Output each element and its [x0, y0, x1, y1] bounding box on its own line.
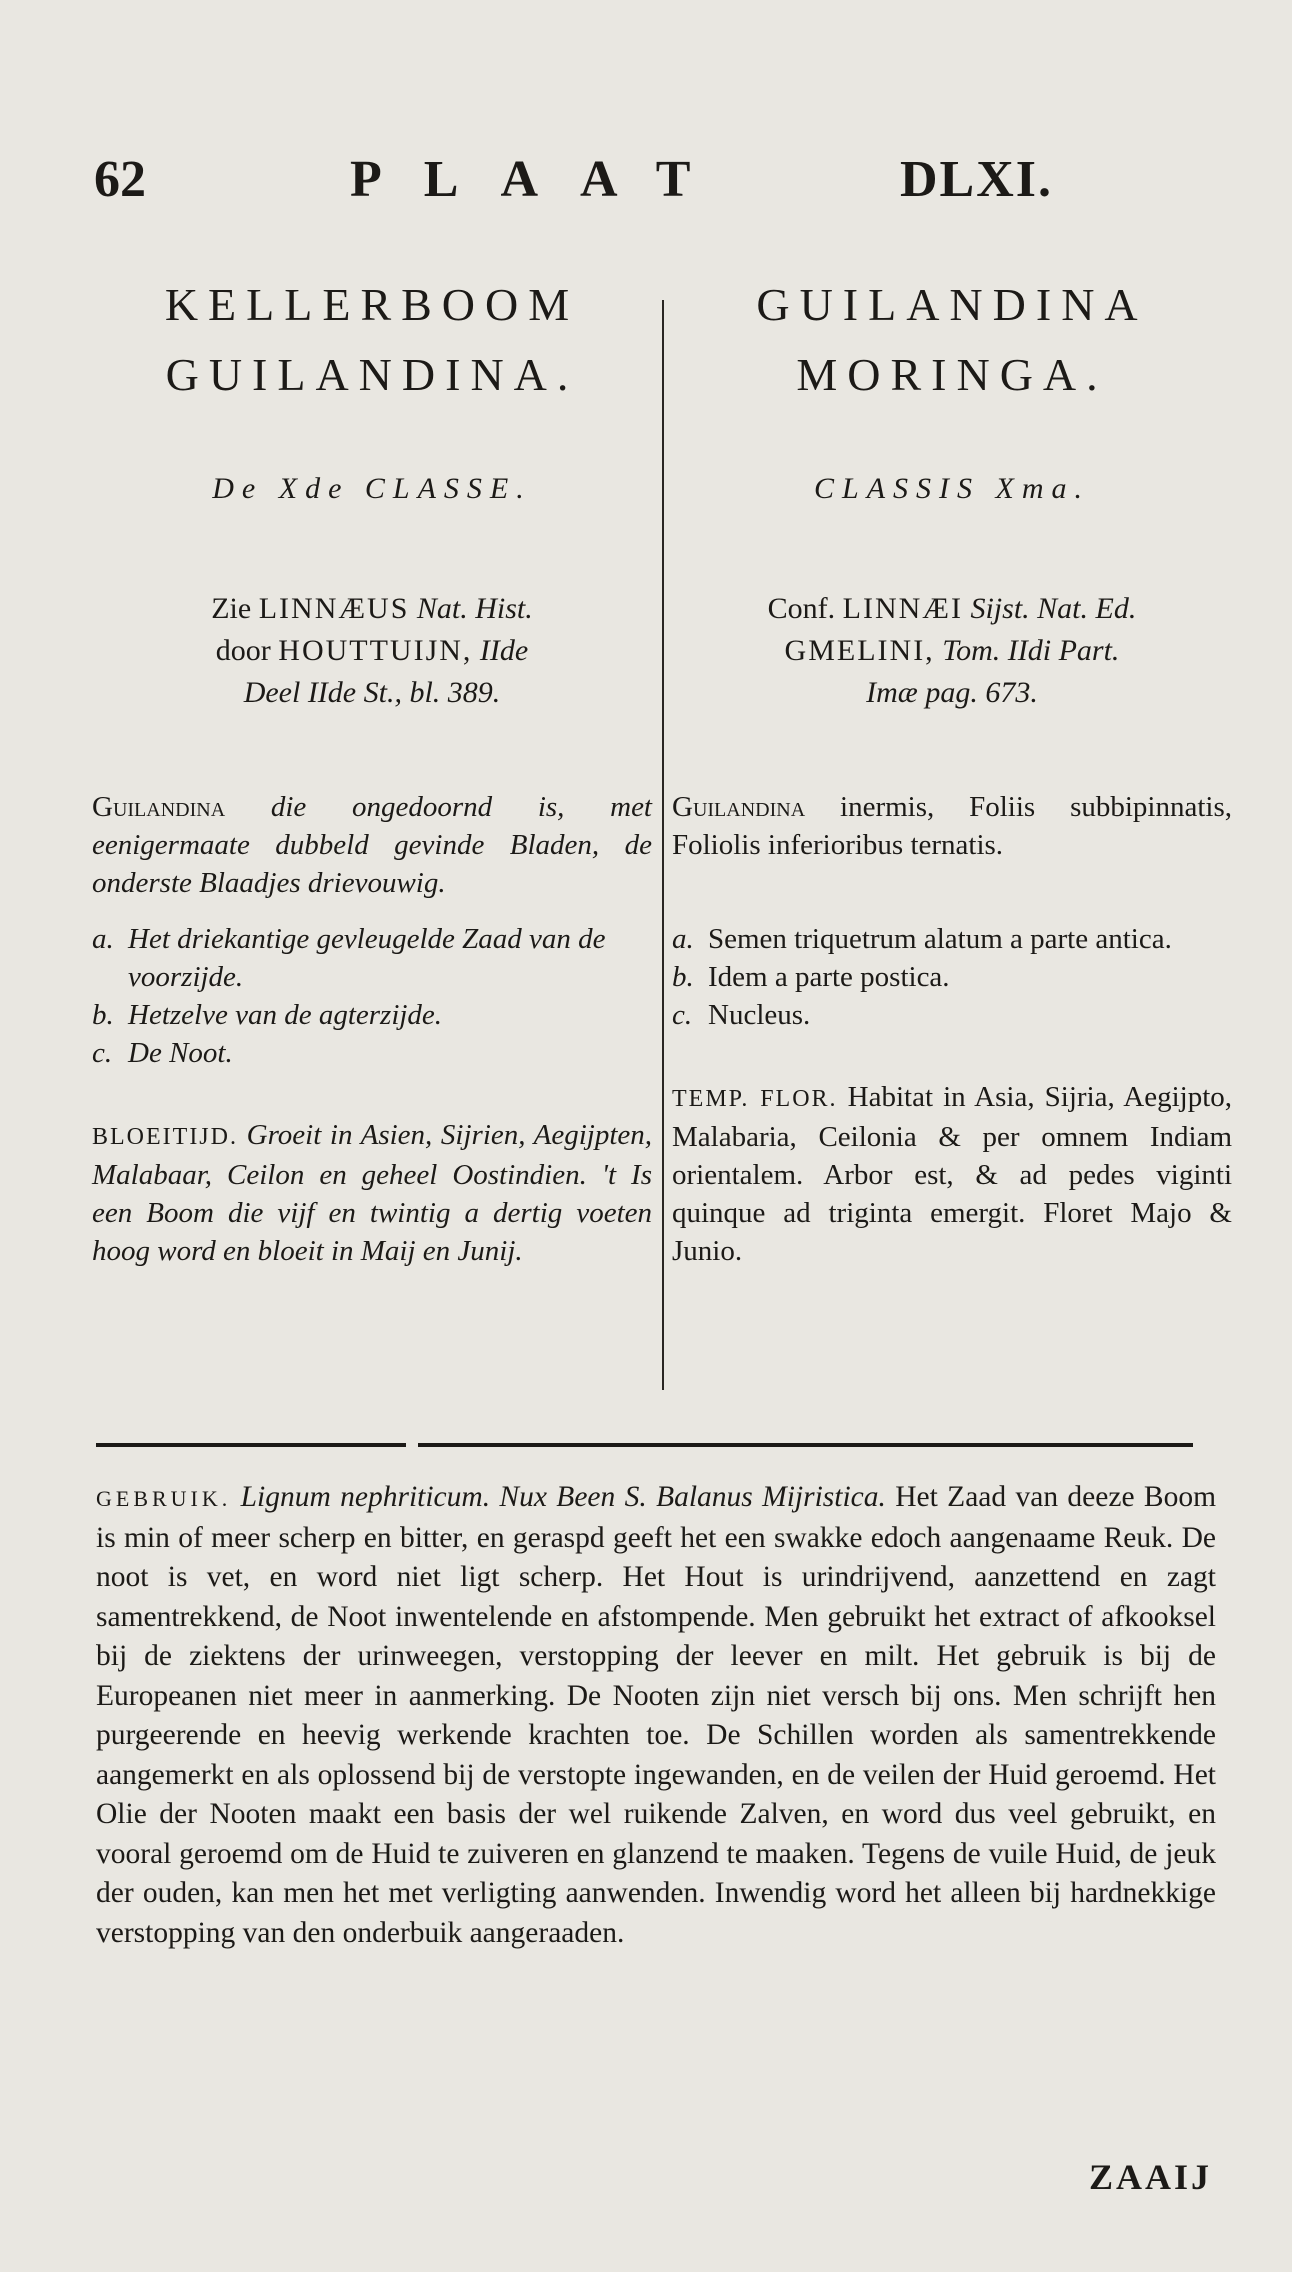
latin-description-text: inermis, Foliis subbipinnatis, Foliolis inferioribus ternatis. [672, 791, 1232, 861]
list-item: a. Het driekantige gevleugelde Zaad van de voorzijde. [92, 923, 606, 993]
latin-figure-list [672, 920, 1232, 1034]
plate-number: DLXI. [900, 151, 1054, 208]
dutch-flowering [92, 1116, 652, 1270]
latin-column [672, 270, 1232, 1270]
latin-class-line: CLASSIS Xma. [814, 472, 1090, 505]
list-item: a. Semen triquetrum alatum a parte antica. [672, 923, 1172, 955]
section-rule-right [418, 1443, 1193, 1447]
dutch-genus-lead: Guilandina [92, 791, 226, 823]
page-number: 62 [94, 151, 146, 208]
section-rule-left [96, 1443, 406, 1447]
column-divider [662, 300, 664, 1390]
gebruik-text: Het Zaad van deeze Boom is min of meer scherp en bitter, en geraspd geeft het een swakke edoch aangenaame Reuk. De noot is vet, en word niet ligt scherp. Het Hout is urindrijvend, aanzettend en zagt samentrekkend, de Noot inwentelende en afstompende. Men gebruikt het extract of afkooksel bij de ziektens der urinweegen, verstopping der leever en milt. Het gebruik is bij de Europeanen niet meer in aanmerking. De Nooten zijn niet versch bij ons. Men schrijft hen purgeerende en heevig werkende krachten toe. De Schillen worden als samentrekkende aangemerkt en als oplossend bij de verstopte ingewanden, en de veilen der Huid geroemd. Het Olie der Nooten maakt een basis der wel ruikende Zalven, en word dus veel gebruikt, en vooral geroemd om de Huid te zuiveren en glanzend te maaken. Tegens de vuile Huid, de jeuk der ouden, kan men het met verligting aanwenden. Inwendig word het alleen bij hardnekkige verstopping van den onderbuik aangeraaden. [96, 1481, 1217, 1949]
dutch-name-line1: KELLERBOOM [164, 279, 580, 330]
latin-description [672, 788, 1232, 864]
ref-rest: Imæ pag. 673. [866, 676, 1038, 709]
latin-flowering [672, 1078, 1232, 1270]
ref-conf: Conf. [767, 592, 836, 625]
dutch-reference [92, 588, 652, 714]
latin-name-line2: MORINGA. [796, 349, 1108, 400]
ref-door: door [215, 634, 271, 667]
ref-author: LINNÆUS [258, 592, 410, 625]
ref-translator: HOUTTUIJN, [278, 634, 473, 667]
dutch-description-text: die ongedoornd is, met eenigermaate dubbeld gevinde Bladen, de onderste Blaadjes drievouwig. [92, 791, 652, 899]
ref-author: LINNÆI [842, 592, 963, 625]
dutch-column [92, 270, 652, 1270]
latin-genus-lead: Guilandina [672, 791, 806, 823]
latin-reference [672, 588, 1232, 714]
ref-volume: IIde [479, 634, 529, 667]
list-item: c. De Noot. [92, 1037, 233, 1069]
dutch-figure-list [92, 920, 652, 1072]
gebruik-latin-names: Lignum nephriticum. Nux Been S. Balanus Mijristica. [240, 1481, 886, 1513]
usage-section [96, 1478, 1216, 1953]
catchword: ZAAIJ [1088, 2157, 1212, 2197]
temp-flor-text: Habitat in Asia, Sijria, Aegijpto, Malabaria, Ceilonia & per omnem Indiam orientalem. Arbor est, & ad pedes viginti quinque ad triginta emergit. Floret Majo & Junio. [672, 1081, 1232, 1267]
dutch-name-line2: GUILANDINA. [165, 349, 579, 400]
plate-label: PLAAT [350, 151, 733, 208]
list-item: c. Nucleus. [672, 999, 811, 1031]
list-item: b. Idem a parte postica. [672, 961, 950, 993]
dutch-description [92, 788, 652, 902]
latin-name-line1: GUILANDINA [756, 279, 1148, 330]
ref-tome: Tom. IIdi Part. [942, 634, 1120, 667]
list-item: b. Hetzelve van de agterzijde. [92, 999, 443, 1031]
temp-flor-label: TEMP. FLOR. [672, 1086, 838, 1112]
ref-rest: Deel IIde St., bl. 389. [243, 676, 501, 709]
ref-work: Sijst. Nat. Ed. [970, 592, 1137, 625]
dutch-class-line: De Xde CLASSE. [212, 472, 532, 505]
bloeitijd-label: BLOEITIJD. [92, 1124, 238, 1150]
ref-work: Nat. Hist. [416, 592, 533, 625]
ref-zie: Zie [211, 592, 252, 625]
ref-editor: GMELINI, [784, 634, 935, 667]
page-header [90, 150, 1210, 220]
bloeitijd-text: Groeit in Asien, Sijrien, Aegijpten, Malabaar, Ceilon en geheel Oostindien. 't Is een Boom die vijf en twintig a dertig voeten hoog word en bloeit in Maij en Junij. [92, 1119, 652, 1267]
gebruik-label: GEBRUIK. [96, 1486, 232, 1511]
